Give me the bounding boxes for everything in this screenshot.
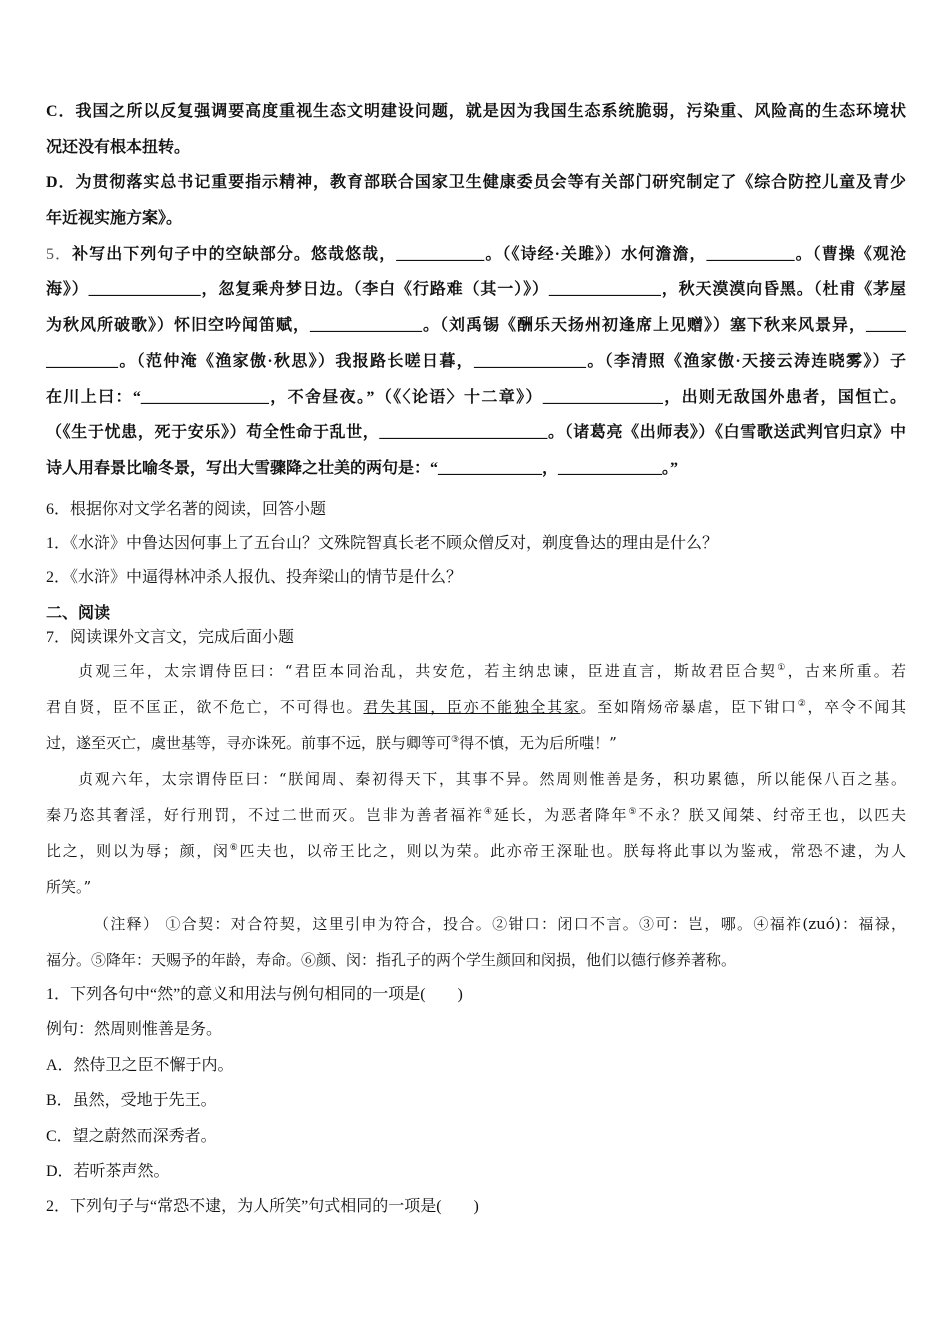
annotation-line <box>46 950 906 970</box>
text-segment: A．然侍卫之臣不懈于内。 <box>46 1057 234 1074</box>
text-segment: D．若听茶声然。 <box>46 1163 170 1180</box>
text-segment: 海》）______________，忽复乘舟梦日边。（李白《行路难（其一）》）______________，秋天漠漠向昏黑。（杜甫《茅屋 <box>46 281 906 298</box>
footnote-marker: ⑥ <box>229 843 240 853</box>
passage-line <box>46 661 906 681</box>
text-segment: 比之，则以为辱；颜，闵 <box>46 842 230 860</box>
text-segment: （《生于忧患，死于安乐》）苟全性命于乱世，_____________________。（诸葛亮《出师表》）《白雪歌送武判官归京》中 <box>46 424 906 441</box>
question-6-title <box>46 500 906 520</box>
footnote-marker: ④ <box>483 807 494 817</box>
option-d <box>46 1162 906 1182</box>
option-d-line <box>46 209 906 229</box>
passage-line <box>46 697 906 717</box>
text-segment: 过，遂至灭亡，虞世基等，寻亦诛死。前事不远，朕与卿等可 <box>46 734 452 752</box>
section-heading-reading <box>46 604 906 624</box>
text-segment: 为秋风所破歌》）怀旧空吟闻笛赋，______________。（刘禹锡《酬乐天扬州初逢席上见赠》）塞下秋来风景异，_____ <box>46 317 906 334</box>
text-segment: D．为贯彻落实总书记重要指示精神，教育部联合国家卫生健康委员会等有关部门研究制定了《综合防控儿童及青少 <box>46 174 906 191</box>
question-5-line <box>46 245 906 265</box>
text-segment: 例句：然周则惟善是务。 <box>46 1021 223 1038</box>
passage-line <box>46 769 906 789</box>
text-segment: 贞观六年，太宗谓侍臣曰：“朕闻周、秦初得天下，其事不异。然周则惟善是务，积功累德，所以能保八百之基。 <box>78 770 906 788</box>
footnote-marker: ⑤ <box>628 807 639 817</box>
passage-line <box>46 841 906 861</box>
text-segment: B．虽然，受地于先王。 <box>46 1092 217 1109</box>
text-segment: 在川上曰：“________________，不舍昼夜。”（《〈论语〉十二章》）_______________，出则无敌国外患者，国恒亡。 <box>46 389 906 406</box>
text-segment: 延长，为恶者降年 <box>493 806 629 824</box>
text-segment: C．我国之所以反复强调要高度重视生态文明建设问题，就是因为我国生态系统脆弱，污染重、风险高的生态环境状 <box>46 103 906 120</box>
text-segment: 1．下列各句中“然”的意义和用法与例句相同的一项是( ) <box>46 986 463 1003</box>
question-6-item <box>46 568 906 588</box>
text-segment: 所笑。” <box>46 878 92 896</box>
footnote-marker: ② <box>797 699 808 709</box>
text-segment: 诗人用春景比喻冬景，写出大雪骤降之壮美的两句是：“_____________，_____________。” <box>46 460 679 477</box>
option-c <box>46 1127 906 1147</box>
text-segment: 福分。⑤降年：天赐予的年龄，寿命。⑥颜、闵：指孔子的两个学生颜回和闵损，他们以德行修养著称。 <box>46 951 737 969</box>
text-segment: ，古来所重。若 <box>787 662 906 680</box>
text-segment: 2．下列句子与“常恐不逮，为人所笑”句式相同的一项是( ) <box>46 1198 479 1215</box>
passage-line <box>46 733 906 753</box>
footnote-marker: ① <box>777 663 788 673</box>
question-5-line <box>46 459 906 479</box>
example-sentence <box>46 1020 906 1040</box>
text-segment: 秦乃恣其奢淫，好行刑罚，不过二世而灭。岂非为善者福祚 <box>46 806 484 824</box>
text-segment: 得不慎，无为后所嗤！” <box>459 734 617 752</box>
text-segment: 贞观三年，太宗谓侍臣曰：“君臣本同治乱，共安危，若主纳忠谏，臣进直言，斯故君臣合契 <box>78 662 778 680</box>
text-segment: C．望之蔚然而深秀者。 <box>46 1128 217 1145</box>
subquestion-1 <box>46 985 906 1005</box>
text-segment: _________。（范仲淹《渔家傲·秋思》）我报路长嗟日暮，______________。（李清照《渔家傲·天接云涛连晓雾》）子 <box>46 353 906 370</box>
option-d-line <box>46 173 906 193</box>
text-segment: 5． <box>46 246 73 263</box>
question-5-line <box>46 316 906 336</box>
text-segment: 1．《水浒》中鲁达因何事上了五台山？文殊院智真长老不顾众僧反对，剃度鲁达的理由是什么？ <box>46 535 719 552</box>
text-segment: 7．阅读课外文言文，完成后面小题 <box>46 629 295 646</box>
question-5-line <box>46 388 906 408</box>
option-a <box>46 1056 906 1076</box>
text-segment: 6．根据你对文学名著的阅读，回答小题 <box>46 501 327 518</box>
text-segment: 匹夫也，以帝王比之，则以为荣。此亦帝王深耻也。朕每将此事以为鉴戒，常恐不逮，为人 <box>239 842 906 860</box>
text-segment: 况还没有根本扭转。 <box>46 139 191 156</box>
text-segment: 不永？朕又闻桀、纣帝王也，以匹夫 <box>638 806 906 824</box>
question-5-line <box>46 280 906 300</box>
passage-line <box>46 805 906 825</box>
underlined-sentence: 君失其国，臣亦不能独全其家 <box>363 698 581 716</box>
text-segment: 年近视实施方案》。 <box>46 210 183 227</box>
subquestion-2 <box>46 1197 906 1217</box>
question-7-title <box>46 628 906 648</box>
text-segment: 君自贤，臣不匡正，欲不危亡，不可得也。 <box>46 698 364 716</box>
passage-line <box>46 877 906 897</box>
text-segment: ，卒令不闻其 <box>807 698 906 716</box>
question-6-item <box>46 534 906 554</box>
text-segment: 2．《水浒》中逼得林冲杀人报仇、投奔梁山的情节是什么？ <box>46 569 463 586</box>
option-c-line <box>46 138 906 158</box>
question-5-line <box>46 423 906 443</box>
text-segment: 。至如隋炀帝暴虐，臣下钳口 <box>580 698 798 716</box>
option-c-line <box>46 102 906 122</box>
option-b <box>46 1091 906 1111</box>
text-segment: （注释） ①合契：对合符契，这里引申为符合，投合。②钳口：闭口不言。③可：岂，哪。④福祚(zuó)：福禄， <box>94 915 906 933</box>
footnote-marker: ③ <box>451 735 460 745</box>
question-5-line <box>46 352 906 372</box>
text-segment: 二、阅读 <box>46 605 111 622</box>
text-segment: 补写出下列句子中的空缺部分。悠哉悠哉，___________。（《诗经·关雎》）水何澹澹，___________。（曹操《观沧 <box>72 246 906 263</box>
annotation-line <box>46 914 906 934</box>
